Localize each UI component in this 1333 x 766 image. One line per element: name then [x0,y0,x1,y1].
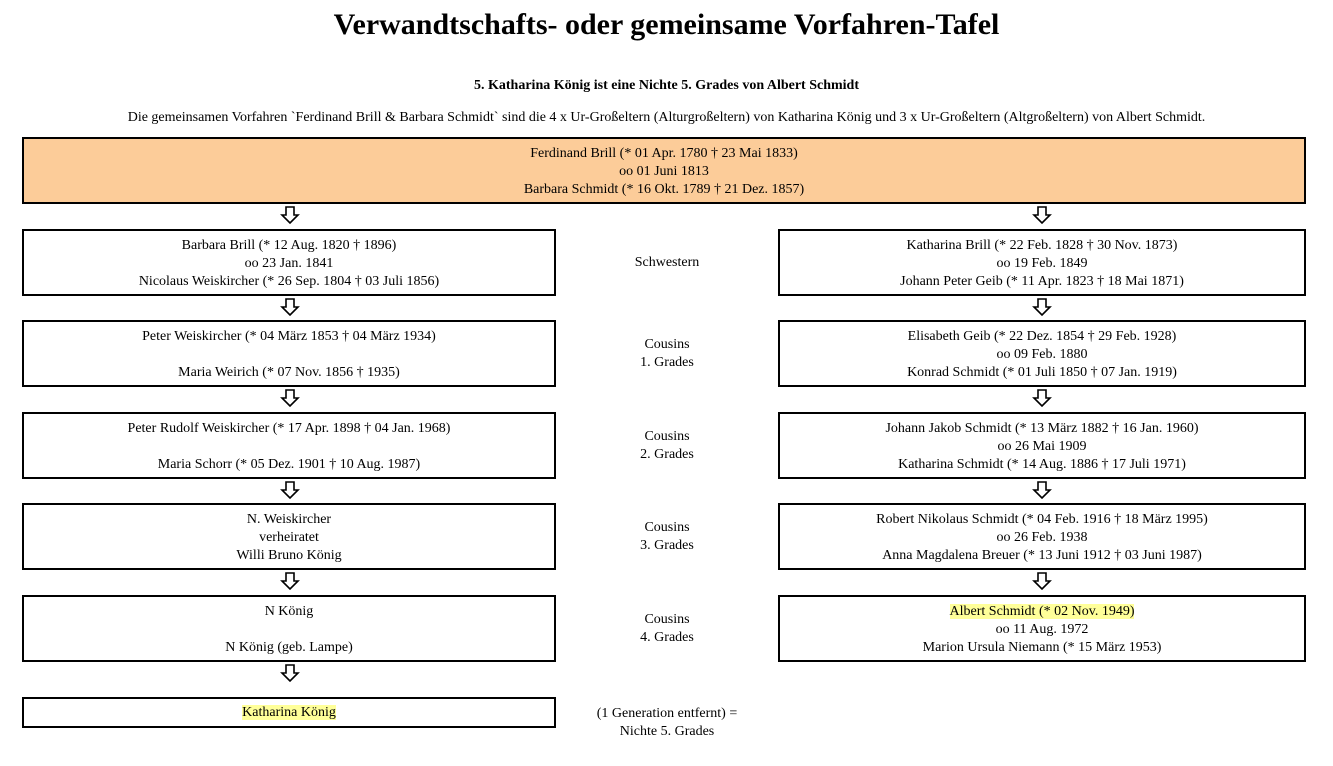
spouse-line: Marion Ursula Niemann (* 15 März 1953) [922,640,1162,655]
person-line: Barbara Brill (* 12 Aug. 1820 † 1896) [181,238,397,253]
marriage-line: oo 26 Mai 1909 [997,439,1087,454]
relation-text: Cousins [644,520,690,535]
marriage-line [24,346,554,364]
person-line: Peter Rudolf Weiskircher (* 17 Apr. 1898 † 04 Jan. 1968) [127,421,451,436]
left-generation-2 [22,320,556,387]
spouse-line: Willi Bruno König [236,548,342,563]
marriage-line: verheiratet [259,530,319,545]
marriage-line [24,438,554,456]
ancestor-marriage: oo 01 Juni 1813 [619,164,709,179]
down-arrow-icon [1032,298,1052,316]
relation-degree: 3. Grades [640,538,694,553]
relation-text: Schwestern [634,255,700,270]
left-generation-4 [22,503,556,570]
relation-text: Cousins [644,337,690,352]
down-arrow-icon [1032,481,1052,499]
down-arrow-icon [280,298,300,316]
spouse-line: Maria Weirich (* 07 Nov. 1856 † 1935) [178,365,400,380]
person-line: Johann Jakob Schmidt (* 13 März 1882 † 16 Jan. 1960) [885,421,1199,436]
down-arrow-icon [280,389,300,407]
left-generation-1 [22,229,556,296]
spouse-line: Nicolaus Weiskircher (* 26 Sep. 1804 † 03 Juli 1856) [138,274,440,289]
down-arrow-icon [280,206,300,224]
relationship-description: Die gemeinsamen Vorfahren `Ferdinand Brill & Barbara Schmidt` sind die 4 x Ur-Großeltern (Alturgroßeltern) von Katharina König und 3 x Ur-Großeltern (Altgroßeltern) von Albert Schmidt. [127,110,1206,125]
right-generation-5 [778,595,1306,662]
relation-label-5 [556,611,778,647]
spouse-line: Anna Magdalena Breuer (* 13 Juni 1912 † 03 Juni 1987) [882,548,1202,563]
down-arrow-icon [280,572,300,590]
person-line: Peter Weiskircher (* 04 März 1853 † 04 März 1934) [142,329,436,344]
marriage-line: oo 09 Feb. 1880 [996,347,1088,362]
final-relation-label [556,705,778,741]
relation-label-2 [556,336,778,372]
highlighted-person: Albert Schmidt (* 02 Nov. 1949) [949,604,1135,619]
marriage-line: oo 26 Feb. 1938 [996,530,1088,545]
relation-text: Cousins [644,429,690,444]
down-arrow-icon [1032,389,1052,407]
person-line: Elisabeth Geib (* 22 Dez. 1854 † 29 Feb. 1928) [907,329,1177,344]
relation-degree: 4. Grades [640,630,694,645]
final-person-box [22,697,556,728]
spouse-line: Maria Schorr (* 05 Dez. 1901 † 10 Aug. 1987) [157,457,421,472]
spouse-line: N König (geb. Lampe) [225,640,353,655]
person-line: Robert Nikolaus Schmidt (* 04 Feb. 1916 † 18 März 1995) [876,512,1208,527]
relationship-subtitle: 5. Katharina König ist eine Nichte 5. Grades von Albert Schmidt [474,78,859,93]
relation-text: Cousins [644,612,690,627]
marriage-line [24,621,554,639]
relation-generation: (1 Generation entfernt) = [596,706,738,721]
relation-label-3 [556,428,778,464]
common-ancestors-box [22,137,1306,204]
person-line: N König [264,604,314,619]
marriage-line: oo 19 Feb. 1849 [996,256,1088,271]
ancestor-line-1: Ferdinand Brill (* 01 Apr. 1780 † 23 Mai 1833) [530,146,798,161]
left-generation-3 [22,412,556,479]
right-generation-1 [778,229,1306,296]
person-line [24,704,554,722]
right-generation-4 [778,503,1306,570]
person-line: N. Weiskircher [246,512,332,527]
page-title: Verwandtschafts- oder gemeinsame Vorfahren-Tafel [333,8,1000,41]
right-generation-3 [778,412,1306,479]
down-arrow-icon [1032,206,1052,224]
ancestor-line-3: Barbara Schmidt (* 16 Okt. 1789 † 21 Dez. 1857) [523,182,805,197]
spouse-line: Katharina Schmidt (* 14 Aug. 1886 † 17 Juli 1971) [898,457,1186,472]
down-arrow-icon [280,664,300,682]
relation-label-4 [556,519,778,555]
down-arrow-icon [1032,572,1052,590]
person-line [780,603,1304,621]
marriage-line: oo 23 Jan. 1841 [244,256,334,271]
relation-label-1 [556,254,778,272]
down-arrow-icon [280,481,300,499]
relation-degree: 2. Grades [640,447,694,462]
highlighted-person: Katharina König [242,705,336,720]
spouse-line: Konrad Schmidt (* 01 Juli 1850 † 07 Jan. 1919) [907,365,1177,380]
left-generation-5 [22,595,556,662]
relation-degree: 1. Grades [640,355,694,370]
right-generation-2 [778,320,1306,387]
person-line: Katharina Brill (* 22 Feb. 1828 † 30 Nov. 1873) [906,238,1178,253]
marriage-line: oo 11 Aug. 1972 [995,622,1089,637]
spouse-line: Johann Peter Geib (* 11 Apr. 1823 † 18 Mai 1871) [900,274,1184,289]
relation-result: Nichte 5. Grades [619,724,715,739]
